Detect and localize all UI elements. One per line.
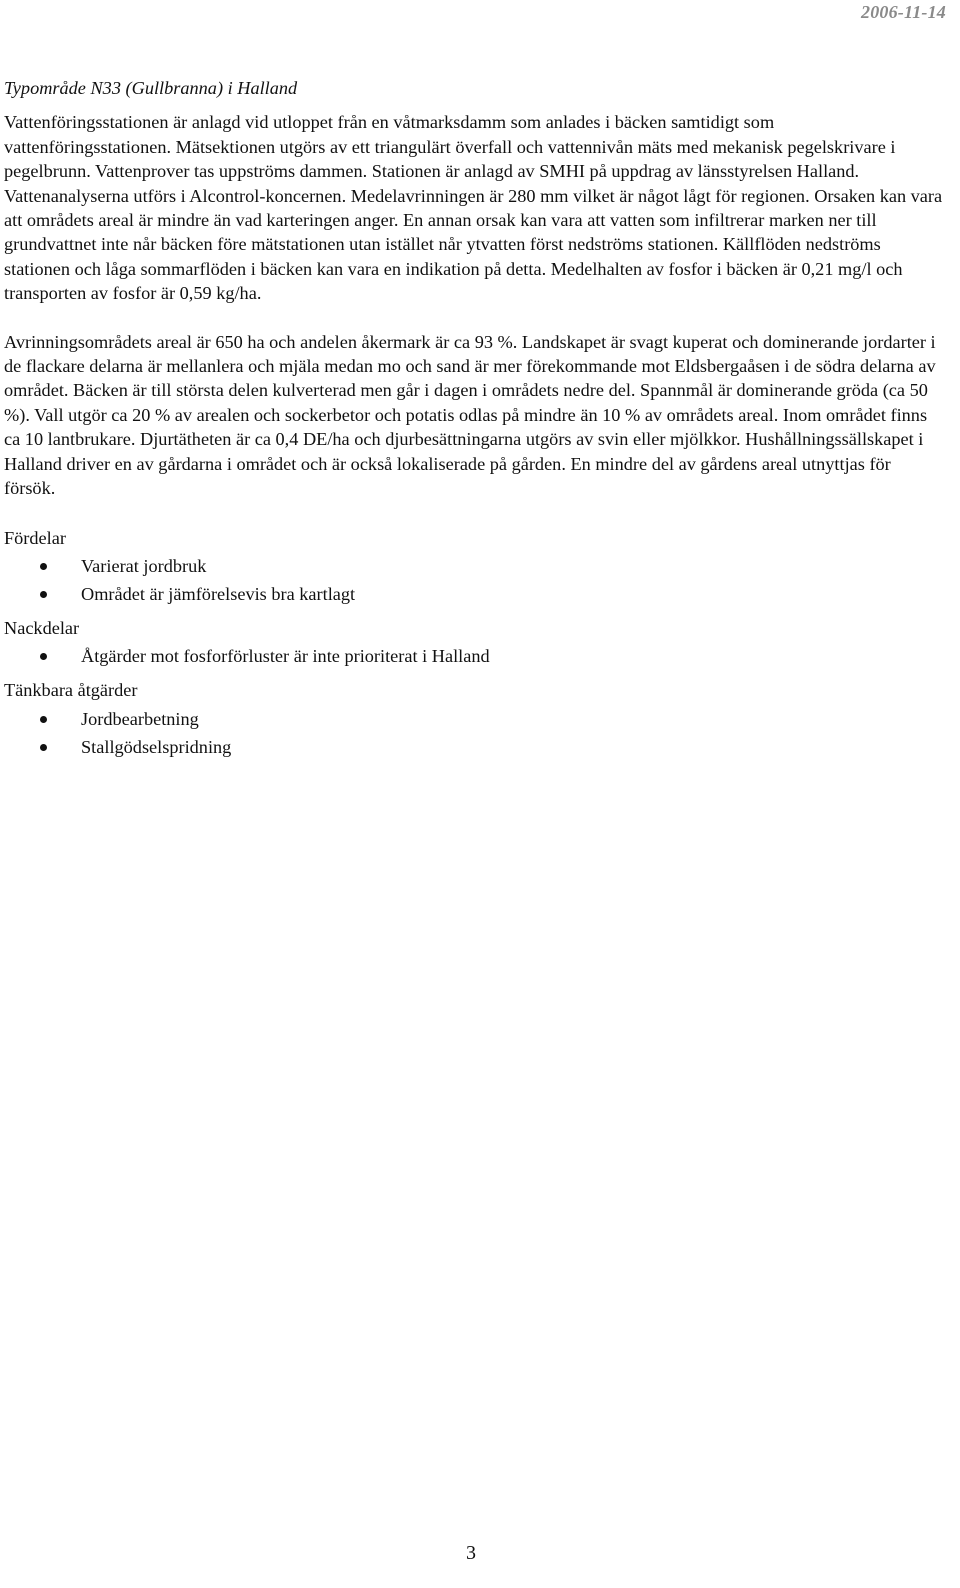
bullet-icon: [40, 653, 47, 660]
list-item-text: Åtgärder mot fosforförluster är inte prioriterat i Halland: [81, 646, 490, 667]
bullet-icon: [40, 744, 47, 751]
list-item: [4, 642, 944, 670]
disadvantages-heading: Nackdelar: [4, 617, 80, 638]
possible-measures-section: [4, 678, 944, 760]
bullet-icon: [40, 591, 47, 598]
page-number: 3: [466, 1542, 476, 1564]
list-item-text: Varierat jordbruk: [81, 555, 207, 576]
advantages-list: [4, 552, 944, 608]
document-body: [4, 76, 944, 761]
advantages-section: [4, 526, 944, 608]
document-title: Typområde N33 (Gullbranna) i Halland: [4, 78, 298, 98]
list-item: [4, 733, 944, 761]
station-description-paragraph: Vattenföringsstationen är anlagd vid utloppet från en våtmarksdamm som anlades i bäcken samtidigt som vattenföringsstationen. Mätsektionen utgörs av ett triangulärt överfall och vattennivån mäts med mekanisk pegelskrivare i pegelbrunn. Vattenprover tas uppströms dammen. Stationen är anlagd av SMHI på uppdrag av länsstyrelsen Halland. Vattenanalyserna utförs i Alcontrol-koncernen. Medelavrinningen är 280 mm vilket är något lågt för regionen. Orsaken kan vara att områdets areal är mindre än vad karteringen anger. En annan orsak kan vara att vatten som infiltrerar marken ner till grundvattnet inte når bäcken före mätstationen utan istället når ytvatten först nedströms stationen. Källflöden nedströms stationen och låga sommarflöden i bäcken kan vara en indikation på detta. Medelhalten av fosfor i bäcken är 0,21 mg/l och transporten av fosfor är 0,59 kg/ha.: [4, 112, 943, 304]
list-item-text: Området är jämförelsevis bra kartlagt: [81, 583, 356, 604]
bullet-icon: [40, 563, 47, 570]
catchment-description-paragraph: Avrinningsområdets areal är 650 ha och andelen åkermark är ca 93 %. Landskapet är svagt kuperat och dominerande jordarter i de flackare delarna är mellanlera och mjäla medan mo och sand är mer förekommande mot Eldsbergaåsen i de södra delarna av området. Bäcken är till största delen kulverterad men går i dagen i områdets nedre del. Spannmål är dominerande gröda (ca 50 %). Vall utgör ca 20 % av arealen och sockerbetor och potatis odlas på mindre än 10 % av områdets areal. Inom området finns ca 10 lantbrukare. Djurtätheten är ca 0,4 DE/ha och djurbesättningarna utgörs av svin eller mjölkkor. Hushållningssällskapet i Halland driver en av gårdarna i området och är också lokaliserade på gården. En mindre del av gårdens areal utnyttjas för försök.: [4, 331, 936, 499]
list-item-text: Stallgödselspridning: [81, 736, 232, 757]
disadvantages-list: [4, 642, 944, 670]
possible-measures-list: [4, 705, 944, 761]
list-item: [4, 705, 944, 733]
possible-measures-heading: Tänkbara åtgärder: [4, 680, 138, 701]
bullet-icon: [40, 716, 47, 723]
list-item-text: Jordbearbetning: [81, 708, 199, 729]
disadvantages-section: [4, 616, 944, 670]
list-item: [4, 580, 944, 608]
list-item: [4, 552, 944, 580]
document-date: 2006-11-14: [861, 2, 946, 22]
advantages-heading: Fördelar: [4, 527, 66, 548]
